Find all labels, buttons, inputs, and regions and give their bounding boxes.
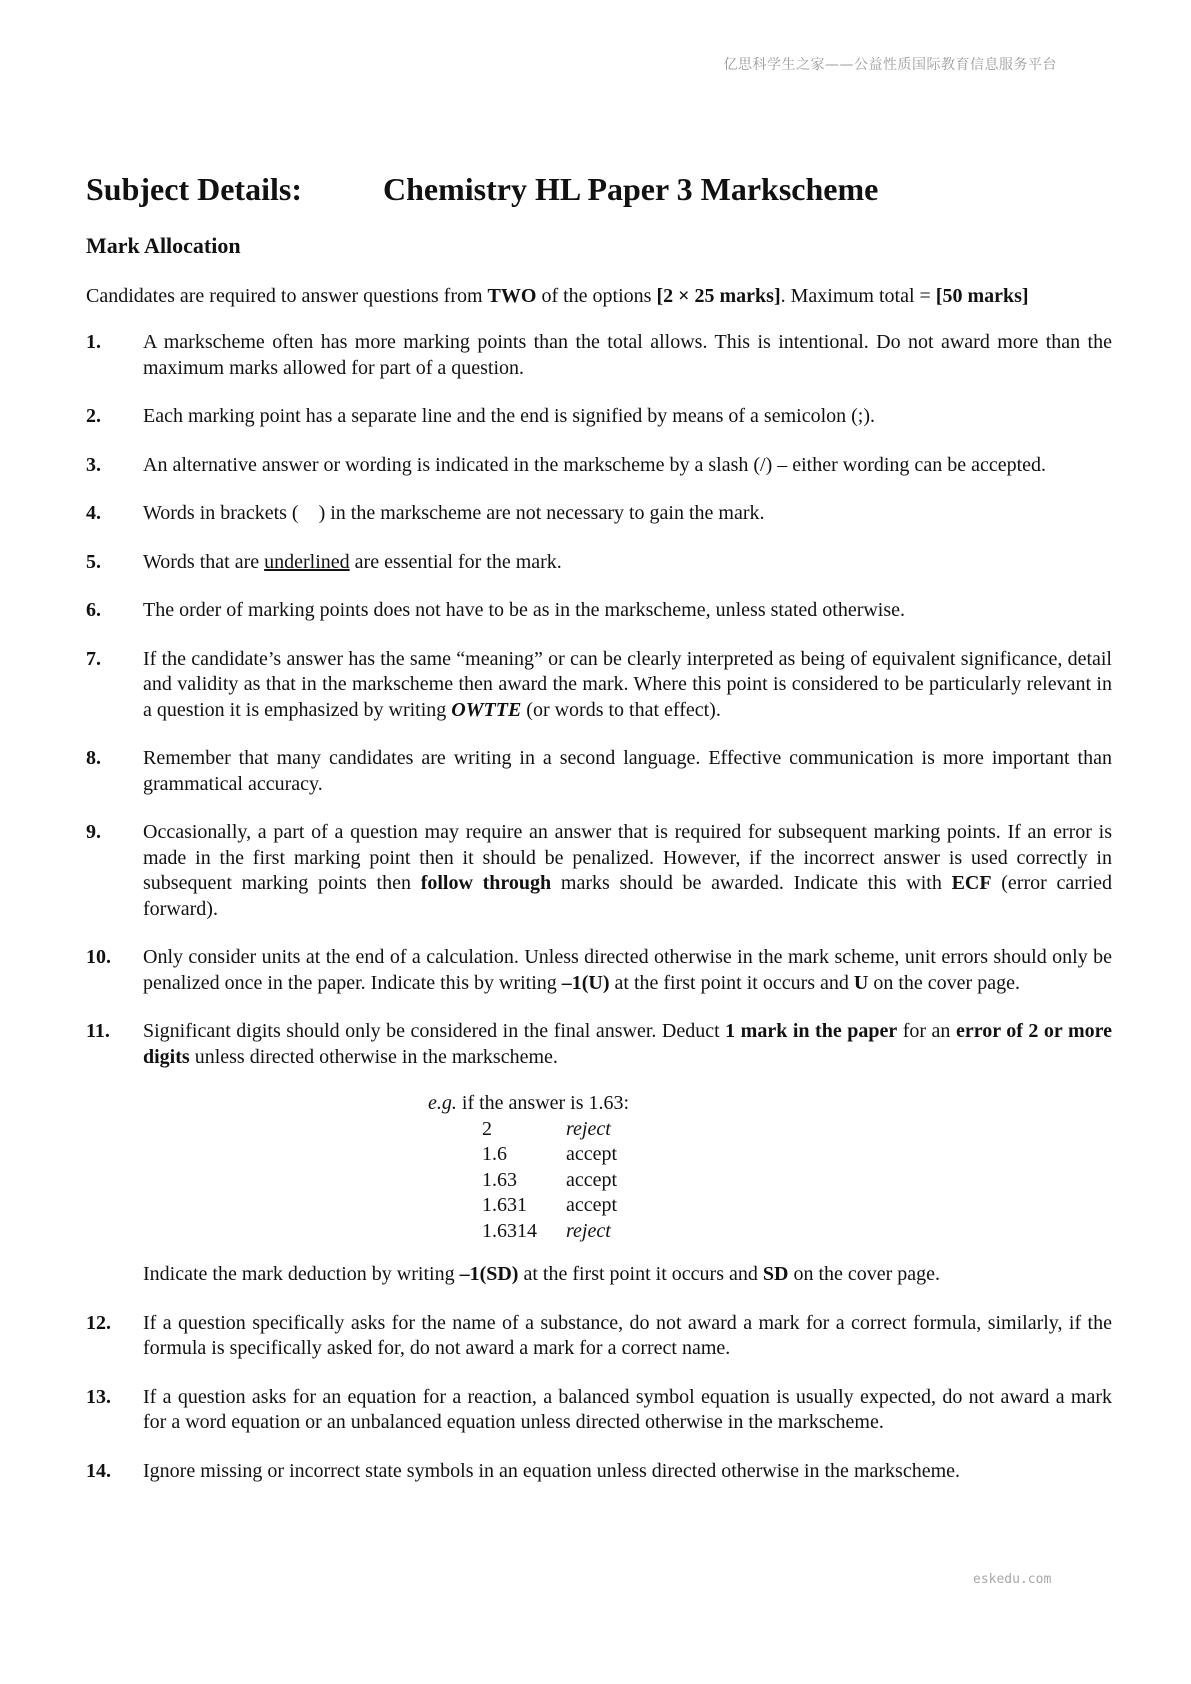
marking-rules-list: [86, 330, 1112, 1484]
rule-number: 11.: [86, 1020, 110, 1043]
rule-item: [86, 501, 1112, 527]
rule-text: [143, 550, 1112, 576]
rule-text-part: Significant digits should only be considered in the final answer. Deduct: [143, 1020, 726, 1043]
rule-text-part: are essential for the mark.: [349, 550, 562, 573]
rule-item: [86, 404, 1112, 430]
rule-text: Ignore missing or incorrect state symbols in an equation unless directed otherwise in the markscheme.: [143, 1459, 961, 1482]
rule-number: 7.: [86, 647, 101, 670]
rule-number: 5.: [86, 550, 101, 573]
rule-text-part: at the first point it occurs and: [609, 971, 854, 994]
example-row: [482, 1193, 617, 1219]
rule-text: [143, 647, 1112, 724]
footer-watermark: eskedu.com: [973, 1572, 1052, 1587]
owtte-term: OWTTE: [451, 698, 522, 721]
rule-text: [143, 820, 1112, 922]
rule-text-part: If the candidate’s answer has the same “meaning” or can be clearly interpreted as being of equivalent significance, detail and validity as that in the markscheme then award the mark. Where this point is considered to be particularly relevant in a question it is emphasized by writing: [143, 647, 1112, 721]
rule-number: 14.: [86, 1459, 111, 1482]
sd-deduction-code: –1(SD): [459, 1263, 519, 1286]
intro-emphasis-total: [50 marks]: [935, 285, 1029, 308]
rule-number: 3.: [86, 453, 101, 476]
rule-text-part: (or words to that effect).: [521, 698, 721, 721]
example-row: [482, 1142, 617, 1168]
intro-text: . Maximum total =: [780, 285, 936, 308]
ecf-term: ECF: [951, 872, 992, 895]
rule-text: Remember that many candidates are writing in a second language. Effective communication is more important than grammatical accuracy.: [143, 747, 1112, 795]
mark-allocation-heading: Mark Allocation: [86, 233, 241, 259]
example-value: 1.631: [482, 1194, 527, 1217]
example-value: 1.6314: [482, 1219, 537, 1242]
rule-item: [86, 945, 1112, 996]
rule-item: [86, 598, 1112, 624]
example-value: 1.63: [482, 1168, 517, 1191]
intro-emphasis-marks: [2 × 25 marks]: [656, 285, 781, 308]
example-verdict: reject: [566, 1117, 611, 1140]
note-text: on the cover page.: [788, 1263, 941, 1286]
rule-text: If a question asks for an equation for a reaction, a balanced symbol equation is usually expected, do not award a mark for a word equation or an unbalanced equation unless directed otherwise in the markscheme.: [143, 1385, 1112, 1434]
rule-item: [86, 820, 1112, 922]
rule-text: Words in brackets ( ) in the markscheme are not necessary to gain the mark.: [143, 502, 765, 525]
deduction-term: 1 mark in the paper: [725, 1020, 898, 1043]
intro-paragraph: [86, 283, 1112, 309]
rule-text: The order of marking points does not have to be as in the markscheme, unless stated otherwise.: [143, 599, 906, 622]
rule-number: 13.: [86, 1385, 111, 1408]
rule-text: A markscheme often has more marking points than the total allows. This is intentional. Do not award more than the maximum marks allowed for part of a question.: [143, 331, 1112, 379]
rule-number: 4.: [86, 502, 101, 525]
rule-item: [86, 550, 1112, 576]
rule-number: 12.: [86, 1311, 111, 1334]
sd-deduction-note: [143, 1262, 1112, 1288]
intro-emphasis-two: TWO: [487, 285, 537, 308]
subject-title: Chemistry HL Paper 3 Markscheme: [383, 171, 879, 207]
unit-cover-code: U: [853, 971, 869, 994]
rule-item: [86, 1459, 1112, 1485]
rule-item: [86, 647, 1112, 724]
rule-text: [143, 945, 1112, 996]
example-row: [482, 1117, 617, 1143]
underlined-word: underlined: [264, 550, 350, 573]
document-page: [86, 170, 1112, 1507]
example-verdict: reject: [566, 1219, 611, 1242]
example-verdict: accept: [566, 1194, 618, 1217]
rule-item: [86, 746, 1112, 797]
rule-text: An alternative answer or wording is indicated in the markscheme by a slash (/) – either wording can be accepted.: [143, 453, 1047, 476]
rule-item: [86, 1019, 1112, 1288]
example-verdict: accept: [566, 1168, 618, 1191]
rule-text-part: unless directed otherwise in the markscheme.: [189, 1045, 558, 1068]
rule-text-part: on the cover page.: [868, 971, 1020, 994]
unit-deduction-code: –1(U): [561, 971, 610, 994]
sd-cover-code: SD: [762, 1263, 789, 1286]
note-text: Indicate the mark deduction by writing: [143, 1263, 460, 1286]
rule-item: [86, 453, 1112, 479]
eg-abbreviation: e.g.: [428, 1092, 457, 1115]
error-digits-term: error of 2 or more digits: [143, 1020, 1113, 1068]
follow-through-term: follow through: [420, 872, 552, 895]
note-text: at the first point it occurs and: [518, 1263, 763, 1286]
rule-number: 8.: [86, 747, 101, 770]
example-value: 2: [482, 1117, 492, 1140]
example-lead: [428, 1091, 1112, 1117]
subject-details-label: Subject Details:: [86, 171, 302, 207]
rule-text-part: Only consider units at the end of a calculation. Unless directed otherwise in the mark scheme, unit errors should only be penalized once in the paper. Indicate this by writing: [143, 946, 1112, 994]
intro-text: Candidates are required to answer questions from: [86, 285, 488, 308]
rule-text-part: for an: [897, 1020, 956, 1043]
example-value: 1.6: [482, 1143, 507, 1166]
rule-number: 2.: [86, 405, 101, 428]
example-row: [482, 1168, 617, 1194]
rule-text: Each marking point has a separate line and the end is signified by means of a semicolon (;).: [143, 405, 876, 428]
example-row: [482, 1219, 617, 1245]
rule-item: [86, 330, 1112, 381]
rule-11-paragraph: [143, 1020, 1112, 1068]
rule-item: [86, 1311, 1112, 1362]
rule-text-part: marks should be awarded. Indicate this with: [551, 872, 952, 895]
rule-text-part: (error carried forward).: [143, 872, 1113, 920]
rule-number: 1.: [86, 331, 101, 354]
intro-text: of the options: [536, 285, 657, 308]
rule-number: 9.: [86, 821, 101, 844]
rule-text: If a question specifically asks for the name of a substance, do not award a mark for a correct formula, similarly, if the formula is specifically asked for, do not award a mark for a correct name.: [143, 1311, 1112, 1360]
rule-text-part: Occasionally, a part of a question may require an answer that is required for subsequent marking points. If an error is made in the first marking point then it should be penalized. However, if the incorrect answer is used correctly in subsequent marking points then: [143, 821, 1112, 895]
example-lead-text: if the answer is 1.63:: [456, 1092, 630, 1115]
rule-text-part: Words that are: [143, 550, 265, 573]
rule-number: 6.: [86, 599, 101, 622]
example-verdict: accept: [566, 1143, 618, 1166]
rule-number: 10.: [86, 946, 111, 969]
significant-digits-example: [143, 1091, 1112, 1244]
rule-item: [86, 1385, 1112, 1436]
page-title: [86, 170, 1112, 208]
header-watermark: 亿思科学生之家——公益性质国际教育信息服务平台: [723, 57, 1057, 73]
example-table: [482, 1117, 617, 1245]
rule-text: [143, 1019, 1112, 1288]
